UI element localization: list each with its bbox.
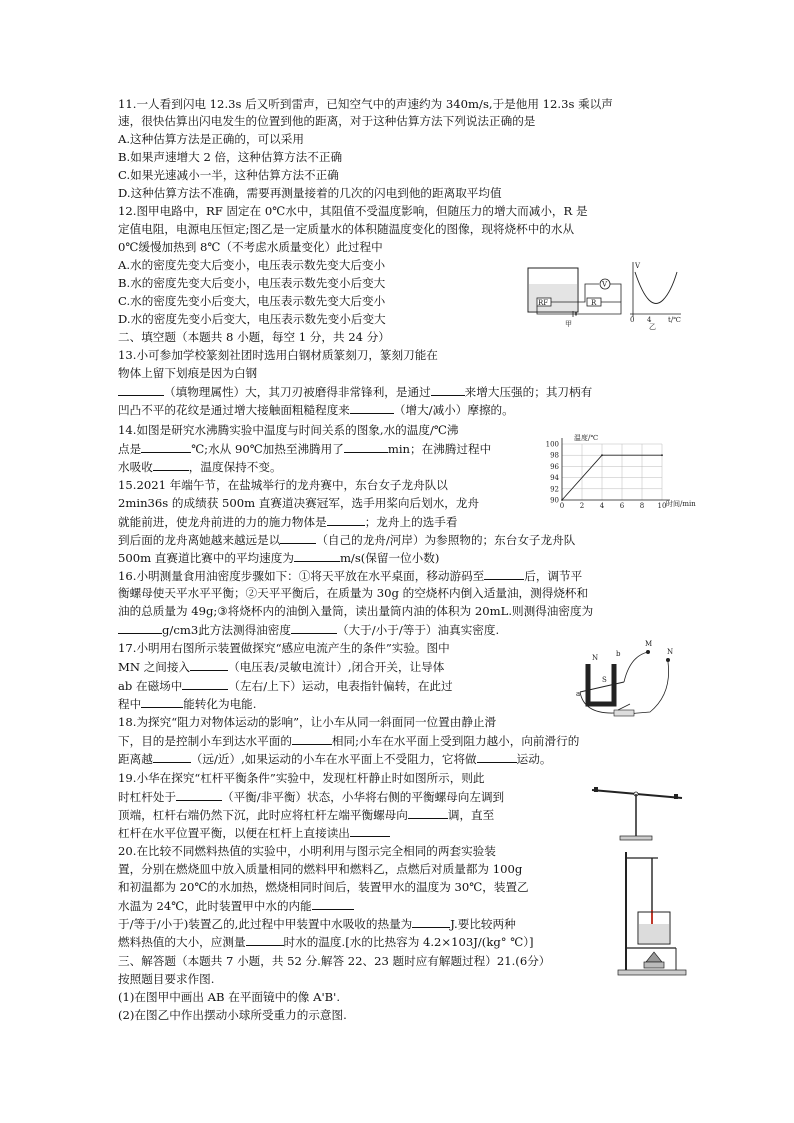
q19-line1: 19.小华在探究“杠杆平衡条件”实验中，发现杠杆静止时如图所示，则此 [118,771,485,785]
q17-line4-text-a: 程中 [118,697,142,711]
q17-m-label: M [645,640,653,648]
q18-blank-2[interactable] [153,750,191,763]
q15-line2: 2min36s 的成绩获 500m 直赛道决赛冠军，选手用桨向后划水，龙舟 [118,496,480,510]
q13-line4-text-a: 凹凸不平的花纹是通过增大接触面粗糙程度来 [118,403,350,417]
q18-line2-text-a: 下，目的是控制小车到达水平面的 [118,734,292,748]
q19-blank-2[interactable] [408,806,448,819]
chart-y-tick-label: 90 [550,496,559,505]
q12-option-c: C.水的密度先变小后变大，电压表示数先变大后变小 [118,294,386,308]
q18-blank-1[interactable] [292,732,332,745]
q19-line4-text: 杠杆在水平位置平衡，以便在杠杆上直接读出 [118,826,350,840]
q20-line6-text-a: 燃料热值的大小，应测量 [118,935,246,949]
q20-line2: 置，分别在燃烧皿中放入质量相同的燃料甲和燃料乙，点燃后对质量都为 100g [118,862,523,876]
q14-line2 [118,440,491,458]
q20-line6-text-b: 时水的温度.[水的比热容为 4.2×103J/(kg° ℃）] [283,935,534,949]
chart-x-tick-label: 8 [639,502,645,510]
q13-line3 [118,383,592,401]
q13-line4 [118,401,514,419]
q17-induction-figure [570,634,680,724]
q19-line3-text-b: 调，直至 [447,808,495,822]
q20-blank-3[interactable] [246,933,284,946]
q12-voltmeter-label: V [602,280,608,289]
q11-option-d: D.这种估算方法不准确，需要再测量接着的几次的闪电到他的距离取平均值 [118,186,502,200]
q18-line3-text-a: 距离越 [118,752,153,766]
q21-line3: (2)在图乙中作出摆动小球所受重力的示意图. [118,1008,347,1022]
q20-line5-text-a: 于/等于/小于)装置乙的,此过程中甲装置中水吸收的热量为 [118,917,413,931]
q17-n2-label: N [667,648,674,656]
q16-line1-text-b: 后，调节平 [524,569,583,583]
q14-blank-1[interactable] [141,440,191,453]
q14-line2-text-c: min；在沸腾过程中 [387,442,492,456]
q14-line2-text-b: ℃;水从 90℃加热至沸腾用了 [191,442,344,456]
q19-line3 [118,806,494,824]
q20-blank-2[interactable] [412,915,450,928]
q18-line2-text-b: 相同;小车在水平面上受到阻力越小，向前滑行的 [331,734,580,748]
q14-blank-3[interactable] [153,458,189,471]
boiling-chart [540,432,700,512]
q12-stem-line2: 定值电阻，电源电压恒定;图乙是一定质量水的体积随温度变化的图像，现将烧杯中的水从 [118,222,575,236]
q16-line4 [118,621,499,639]
q17-line1: 17.小明用右图所示装置做探究“感应电流产生的条件”实验。图中 [118,641,450,655]
q16-line3: 油的总质量为 49g;③将烧杯内的油倒入量筒，读出量筒内油的体积为 20mL.则测得油密度为 [118,604,594,618]
q12-label-yi: 乙 [649,323,656,330]
q13-line4-text-b: （增大/减小）摩擦的。 [393,403,514,417]
q18-line1: 18.为探究“阻力对物体运动的影响”，让小车从同一斜面同一位置由静止滑 [118,715,497,729]
q13-line3-text-a: （填物理属性）大，其刀刃被磨得非常锋利，是通过 [164,385,431,399]
q13-blank-3[interactable] [350,401,394,414]
q17-blank-3[interactable] [141,695,183,708]
q12-r-label: R [591,299,597,307]
q15-blank-3[interactable] [294,549,340,562]
q11-stem-line1: 11.一人看到闪电 12.3s 后又听到雷声，已知空气中的声速约为 340m/s,于是他用 12.3s 乘以声 [118,97,613,111]
q18-line3-text-b: （远/近）,如果运动的小车在水平面上不受阻力，它将做 [190,752,477,766]
q20-heating-apparatus-figure [616,848,690,978]
q16-line4-text-a: g/cm3此方法测得油密度 [162,623,291,637]
q12-option-b: B.水的密度先变大后变小，电压表示数先变小后变大 [118,276,386,290]
q11-option-b: B.如果声速增大 2 倍，这种估算方法不正确 [118,150,343,164]
q12-rf-label: RF [538,299,549,307]
q15-line5-text-b: m/s(保留一位小数) [339,551,440,565]
q18-line3 [118,750,551,768]
q17-line3-text-a: ab 在磁场中 [118,679,183,693]
q17-blank-2[interactable] [182,677,228,690]
q17-line2-text-b: （电压表/灵敏电流计）,闭合开关，让导体 [228,660,445,674]
q13-line3-text-b: 来增大压强的；其刀柄有 [464,385,593,399]
q15-line1: 15.2021 年端午节，在盐城举行的龙舟赛中，东台女子龙舟队以 [118,478,448,492]
q20-line1: 20.在比较不同燃料热值的实验中，小明利用与图示完全相同的两套实验装 [118,844,496,858]
chart-y-tick-label: 92 [550,485,559,494]
q13-line2: 物体上留下划痕是因为白钢 [118,366,258,380]
q12-stem-line3: 0℃缓慢加热到 8℃（不考虑水质量变化）此过程中 [118,240,383,254]
q19-line3-text-a: 顶端，杠杆右端仍然下沉，此时应将杠杆左端平衡螺母向 [118,808,408,822]
q14-blank-2[interactable] [344,440,388,453]
q17-line4-text-b: 能转化为电能. [183,697,257,711]
chart-x-tick-label: 4 [599,502,605,510]
q18-line2 [118,732,579,750]
q16-blank-1[interactable] [484,567,524,580]
q20-line3: 和初温都为 20℃的水加热，燃烧相同时间后，装置甲水的温度为 30℃，装置乙 [118,880,529,894]
q16-line1 [118,567,582,585]
q17-line4 [118,695,256,713]
q15-blank-1[interactable] [327,513,365,526]
q15-line3-text-b: ；龙舟上的选手看 [364,515,458,529]
q11-option-a: A.这种估算方法是正确的，可以采用 [118,132,304,146]
q17-n-label: N [592,654,599,662]
q14-line1: 14.如图是研究水沸腾实验中温度与时间关系的图象,水的温度/℃沸 [118,423,459,437]
q18-blank-3[interactable] [477,750,517,763]
chart-x-tick-label: 10 [657,502,667,510]
q17-line2-text-a: MN 之间接入 [118,660,191,674]
chart-grid [562,444,662,500]
q12-option-a: A.水的密度先变大后变小，电压表示数先变大后变小 [118,258,386,272]
q16-line2: 衡螺母使天平水平平衡；②天平平衡后，在质量为 30g 的空烧杯内倒入适量油，测得烧杯和 [118,586,589,600]
q21-line2: (1)在图甲中画出 AB 在平面镜中的像 A'B'. [118,990,341,1004]
chart-x-tick-label: 0 [559,502,565,510]
q11-stem-line2: 速，很快估算出闪电发生的位置到他的距离，对于这种估算方法下列说法正确的是 [118,114,536,128]
q17-b-label: b [616,650,621,658]
q12-t-axis-label: t/℃ [668,316,682,324]
q15-line4-text-b: （自己的龙舟/河岸）为参照物的；东台女子龙舟队 [316,533,576,547]
q14-line3-text-b: ，温度保持不变。 [188,460,282,474]
q16-line4-text-b: （大于/小于/等于）油真实密度. [336,623,500,637]
chart-y-tick-label: 96 [550,462,559,471]
q13-line1: 13.小可参加学校篆刻社团时选用白钢材质篆刻刀，篆刻刀能在 [118,348,438,362]
q17-s-label: S [602,676,607,684]
q12-stem-line1: 12.图甲电路中，RF 固定在 0℃水中，其阻值不受温度影响，但随压力的增大而减小，R 是 [118,204,588,218]
q19-line2-text-a: 时杠杆处于 [118,790,176,804]
q15-line3-text-a: 就能前进，使龙舟前进的力的施力物体是 [118,515,327,529]
q19-line2-text-b: （平衡/非平衡）状态，小华将右侧的平衡螺母向左调到 [221,790,505,804]
q17-line2 [118,658,444,676]
q12-tick-4: 4 [647,316,652,324]
q12-label-jia: 甲 [565,320,572,328]
q15-blank-2[interactable] [280,531,316,544]
q19-lever-figure [586,776,686,846]
chart-title: 温度/℃ [574,434,599,442]
q15-line4-text-a: 到后面的龙舟离她越来越远是以 [118,533,281,547]
q20-line6 [118,933,534,951]
q14-line3-text-a: 水吸收 [118,460,153,474]
q19-blank-1[interactable] [176,788,222,801]
q20-line4-text: 水温为 24℃，此时装置甲中水的内能 [118,899,312,913]
q19-blank-3[interactable] [350,824,390,837]
q13-blank-2[interactable] [431,383,465,396]
chart-ticks [546,441,667,511]
q14-line3 [118,458,282,476]
q16-blank-3[interactable] [291,621,337,634]
q11-option-c: C.如果光速减小一半，这种估算方法不正确 [118,168,339,182]
chart-x-tick-label: 2 [579,502,585,510]
q17-line3-text-b: （左右/上下）运动，电表指针偏转，在此过 [228,679,453,693]
q20-line4 [118,897,354,915]
q15-line3 [118,513,457,531]
q19-line4 [118,824,390,842]
q15-line4 [118,531,575,549]
chart-y-tick-label: 94 [550,474,559,483]
chart-y-tick-label: 100 [545,440,559,449]
q12-origin-label: 0 [630,316,635,324]
q12-figure [525,258,685,330]
chart-x-label: 时间/min [666,500,696,508]
q13-blank-1[interactable] [118,383,164,396]
q15-line5 [118,549,439,567]
q14-line2-text-a: 点是 [118,442,142,456]
q16-line1-text-a: 16.小明测量食用油密度步骤如下：①将天平放在水平桌面，移动游码至 [118,569,485,583]
q17-blank-1[interactable] [190,658,228,671]
q16-blank-2[interactable] [118,621,162,634]
q15-line5-text-a: 500m 直赛道比赛中的平均速度为 [118,551,294,565]
chart-axes [561,438,670,501]
q19-line2 [118,788,504,806]
q12-option-d: D.水的密度先变小后变大，电压表示数先变小后变大 [118,312,386,326]
section-2-heading: 二、填空题（本题共 8 小题，每空 1 分，共 24 分） [118,330,390,344]
q17-a-label: a [576,690,581,698]
section-3-heading: 三、解答题（本题共 7 小题，共 52 分.解答 22、23 题时应有解题过程）21.(6分） [118,954,551,968]
chart-y-tick-label: 98 [550,451,559,460]
q20-blank-1[interactable] [312,897,354,910]
q21-line1: 按照题目要求作图. [118,972,215,986]
q17-line3 [118,677,453,695]
q12-v-axis-label: V [635,262,641,270]
q18-line3-text-c: 运动。 [516,752,552,766]
q20-line5-text-b: J.要比较两种 [450,917,516,931]
q20-line5 [118,915,516,933]
chart-x-tick-label: 6 [619,502,625,510]
